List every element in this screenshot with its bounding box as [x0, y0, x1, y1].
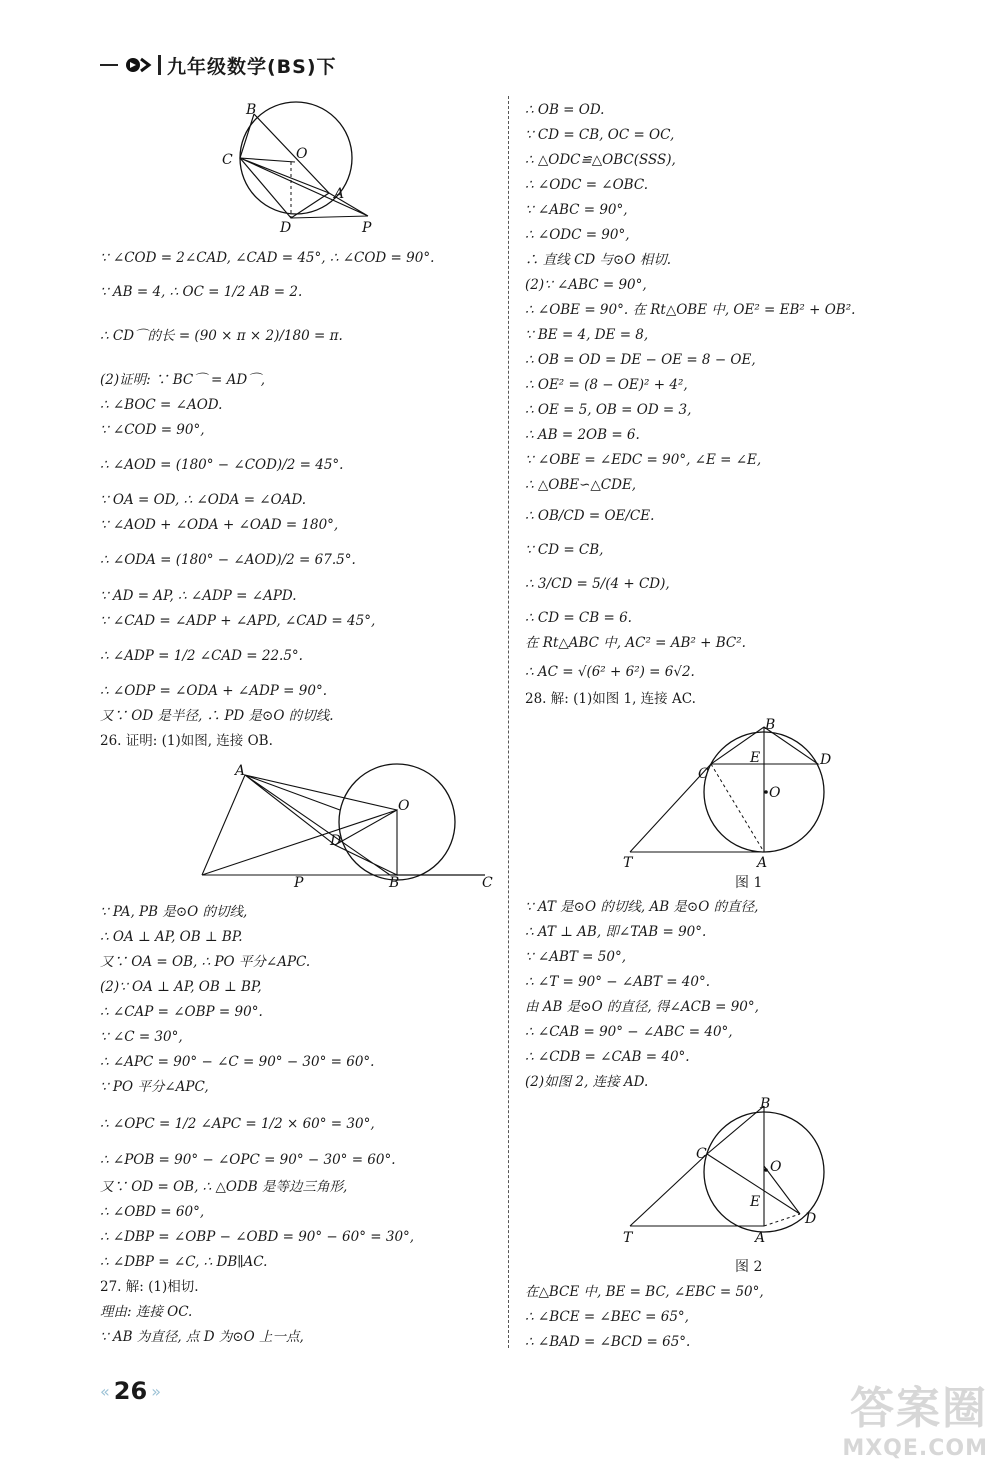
figure-28-2-caption: 图 2 [735, 1259, 763, 1275]
right-line-15: ∵ ∠OBE = ∠EDC = 90°, ∠E = ∠E, [525, 452, 762, 468]
right-line-29: ∴ ∠CAB = 90° − ∠ABC = 40°, [525, 1024, 733, 1040]
right-line-20: ∴ CD = CB = 6. [525, 610, 632, 626]
book-logo-icon [124, 56, 152, 74]
right-line-31: (2)如图 2, 连接 AD. [525, 1074, 649, 1090]
fig28a-label-b: B [765, 717, 776, 733]
header-dash [100, 64, 118, 66]
column-divider [508, 96, 509, 1348]
left-line-25: ∴ ∠OPC = 1/2 ∠APC = 1/2 × 60° = 30°, [100, 1116, 375, 1132]
header-title: 九年级数学(BS)下 [167, 55, 337, 78]
right-line-7: ∴ 直线 CD 与⊙O 相切. [525, 252, 671, 268]
right-line-12: ∴ OE² = (8 − OE)² + 4², [525, 377, 688, 393]
left-line-21: ∴ ∠CAP = ∠OBP = 90°. [100, 1004, 263, 1020]
right-line-2: ∵ CD = CB, OC = OC, [525, 127, 675, 143]
left-line-4: (2)证明: ∵ BC⌒ = AD⌒, [100, 372, 266, 388]
left-line-5: ∴ ∠BOC = ∠AOD. [100, 397, 223, 413]
watermark-line-1: 答案圈 [850, 1383, 988, 1434]
fig28b-label-e: E [750, 1194, 761, 1210]
right-line-26: ∵ ∠ABT = 50°, [525, 949, 626, 965]
fig28b-label-o: O [770, 1159, 782, 1175]
right-line-5: ∵ ∠ABC = 90°, [525, 202, 628, 218]
left-line-7: ∴ ∠AOD = (180° − ∠COD)/2 = 45°. [100, 457, 344, 473]
fig26-label-d: D [330, 833, 342, 849]
left-line-12: ∵ ∠CAD = ∠ADP + ∠APD, ∠CAD = 45°, [100, 613, 376, 629]
left-line-9: ∵ ∠AOD + ∠ODA + ∠OAD = 180°, [100, 517, 339, 533]
right-line-17: ∴ OB/CD = OE/CE. [525, 508, 655, 524]
left-line-18: ∴ OA ⊥ AP, OB ⊥ BP. [100, 929, 243, 945]
right-line-21: 在 Rt△ABC 中, AC² = AB² + BC². [525, 635, 746, 651]
figure-25 [218, 100, 478, 235]
right-line-33: ∴ ∠BCE = ∠BEC = 65°, [525, 1309, 689, 1325]
left-line-6: ∵ ∠COD = 90°, [100, 422, 205, 438]
fig25-label-o: O [296, 146, 308, 162]
fig28b-label-d: D [805, 1211, 817, 1227]
right-line-1: ∴ OB = OD. [525, 102, 605, 118]
fig28b-label-b: B [760, 1096, 771, 1112]
fig28a-label-e: E [750, 750, 761, 766]
fig26-label-o: O [398, 798, 410, 814]
left-line-10: ∴ ∠ODA = (180° − ∠AOD)/2 = 67.5°. [100, 552, 356, 568]
fig28b-label-t: T [623, 1230, 633, 1246]
fig28a-label-c: C [698, 766, 709, 782]
fig25-label-d: D [280, 220, 292, 235]
right-line-9: ∴ ∠OBE = 90°. 在 Rt△OBE 中, OE² = EB² + OB². [525, 302, 856, 318]
left-line-30: ∴ ∠DBP = ∠C, ∴ DB∥AC. [100, 1254, 268, 1270]
watermark-line-2: MXQE.COM [842, 1436, 988, 1461]
right-line-10: ∵ BE = 4, DE = 8, [525, 327, 649, 343]
right-line-19: ∴ 3/CD = 5/(4 + CD), [525, 576, 670, 592]
right-line-4: ∴ ∠ODC = ∠OBC. [525, 177, 648, 193]
right-line-28: 由 AB 是⊙O 的直径, 得∠ACB = 90°, [525, 999, 759, 1015]
right-line-24: ∵ AT 是⊙O 的切线, AB 是⊙O 的直径, [525, 899, 759, 915]
left-line-1: ∵ ∠COD = 2∠CAD, ∠CAD = 45°, ∴ ∠COD = 90°. [100, 250, 435, 266]
fig26-label-c: C [482, 875, 493, 890]
fig26-label-a: A [235, 763, 246, 779]
page-header [100, 50, 337, 80]
figure-28-1-caption: 图 1 [735, 875, 763, 891]
fig26-label-p: P [294, 875, 304, 890]
fig25-label-a: A [334, 186, 345, 202]
fig28b-label-c: C [696, 1146, 707, 1162]
figure-28-2 [620, 1096, 850, 1256]
left-line-32: 理由: 连接 OC. [100, 1304, 193, 1320]
fig28a-label-d: D [820, 752, 832, 768]
left-line-31: 27. 解: (1)相切. [100, 1279, 199, 1295]
right-line-22: ∴ AC = √(6² + 6²) = 6√2. [525, 664, 695, 680]
fig26-label-b: B [389, 875, 400, 890]
figure-28-1 [620, 712, 850, 872]
left-line-28: ∴ ∠OBD = 60°, [100, 1204, 205, 1220]
right-line-13: ∴ OE = 5, OB = OD = 3, [525, 402, 692, 418]
double-chevron-right-icon: » [151, 1381, 161, 1401]
right-line-14: ∴ AB = 2OB = 6. [525, 427, 640, 443]
page-number [100, 1377, 161, 1405]
header-bar [158, 55, 161, 75]
left-line-15: 又∵ OD 是半径, ∴ PD 是⊙O 的切线. [100, 708, 334, 724]
right-line-8: (2)∵ ∠ABC = 90°, [525, 277, 647, 293]
left-line-16: 26. 证明: (1)如图, 连接 OB. [100, 733, 273, 749]
right-line-18: ∵ CD = CB, [525, 542, 604, 558]
fig28a-label-a: A [757, 855, 768, 871]
fig25-label-b: B [246, 102, 257, 118]
fig25-label-p: P [362, 220, 372, 235]
page-number-value: 26 [113, 1377, 148, 1405]
right-line-6: ∴ ∠ODC = 90°, [525, 227, 630, 243]
left-line-23: ∴ ∠APC = 90° − ∠C = 90° − 30° = 60°. [100, 1054, 375, 1070]
right-line-34: ∴ ∠BAD = ∠BCD = 65°. [525, 1334, 691, 1350]
left-line-8: ∵ OA = OD, ∴ ∠ODA = ∠OAD. [100, 492, 307, 508]
left-line-14: ∴ ∠ODP = ∠ODA + ∠ADP = 90°. [100, 683, 327, 699]
right-line-11: ∴ OB = OD = DE − OE = 8 − OE, [525, 352, 756, 368]
double-chevron-left-icon: « [100, 1381, 110, 1401]
right-line-23: 28. 解: (1)如图 1, 连接 AC. [525, 691, 696, 707]
left-line-17: ∵ PA, PB 是⊙O 的切线, [100, 904, 248, 920]
figure-26 [190, 755, 510, 890]
left-line-26: ∴ ∠POB = 90° − ∠OPC = 90° − 30° = 60°. [100, 1152, 396, 1168]
right-line-32: 在△BCE 中, BE = BC, ∠EBC = 50°, [525, 1284, 764, 1300]
left-line-24: ∵ PO 平分∠APC, [100, 1079, 209, 1095]
fig28b-label-a: A [755, 1230, 766, 1246]
left-line-19: 又∵ OA = OB, ∴ PO 平分∠APC. [100, 954, 311, 970]
left-line-2: ∵ AB = 4, ∴ OC = 1/2 AB = 2. [100, 284, 303, 300]
left-line-13: ∴ ∠ADP = 1/2 ∠CAD = 22.5°. [100, 648, 303, 664]
left-line-22: ∵ ∠C = 30°, [100, 1029, 183, 1045]
left-line-27: 又∵ OD = OB, ∴ △ODB 是等边三角形, [100, 1179, 348, 1195]
left-line-3: ∴ CD⌒的长 = (90 × π × 2)/180 = π. [100, 328, 343, 344]
right-line-27: ∴ ∠T = 90° − ∠ABT = 40°. [525, 974, 711, 990]
fig28a-label-o: O [769, 785, 781, 801]
fig25-label-c: C [222, 152, 233, 168]
fig28a-label-t: T [623, 855, 633, 871]
right-line-16: ∴ △OBE∽△CDE, [525, 477, 637, 493]
watermark [842, 1372, 988, 1461]
right-line-30: ∴ ∠CDB = ∠CAB = 40°. [525, 1049, 690, 1065]
right-line-3: ∴ △ODC≌△OBC(SSS), [525, 152, 676, 168]
right-line-25: ∴ AT ⊥ AB, 即∠TAB = 90°. [525, 924, 707, 940]
left-line-33: ∵ AB 为直径, 点 D 为⊙O 上一点, [100, 1329, 304, 1345]
left-line-11: ∵ AD = AP, ∴ ∠ADP = ∠APD. [100, 588, 297, 604]
left-line-29: ∴ ∠DBP = ∠OBP − ∠OBD = 90° − 60° = 30°, [100, 1229, 415, 1245]
left-line-20: (2)∵ OA ⊥ AP, OB ⊥ BP, [100, 979, 262, 995]
